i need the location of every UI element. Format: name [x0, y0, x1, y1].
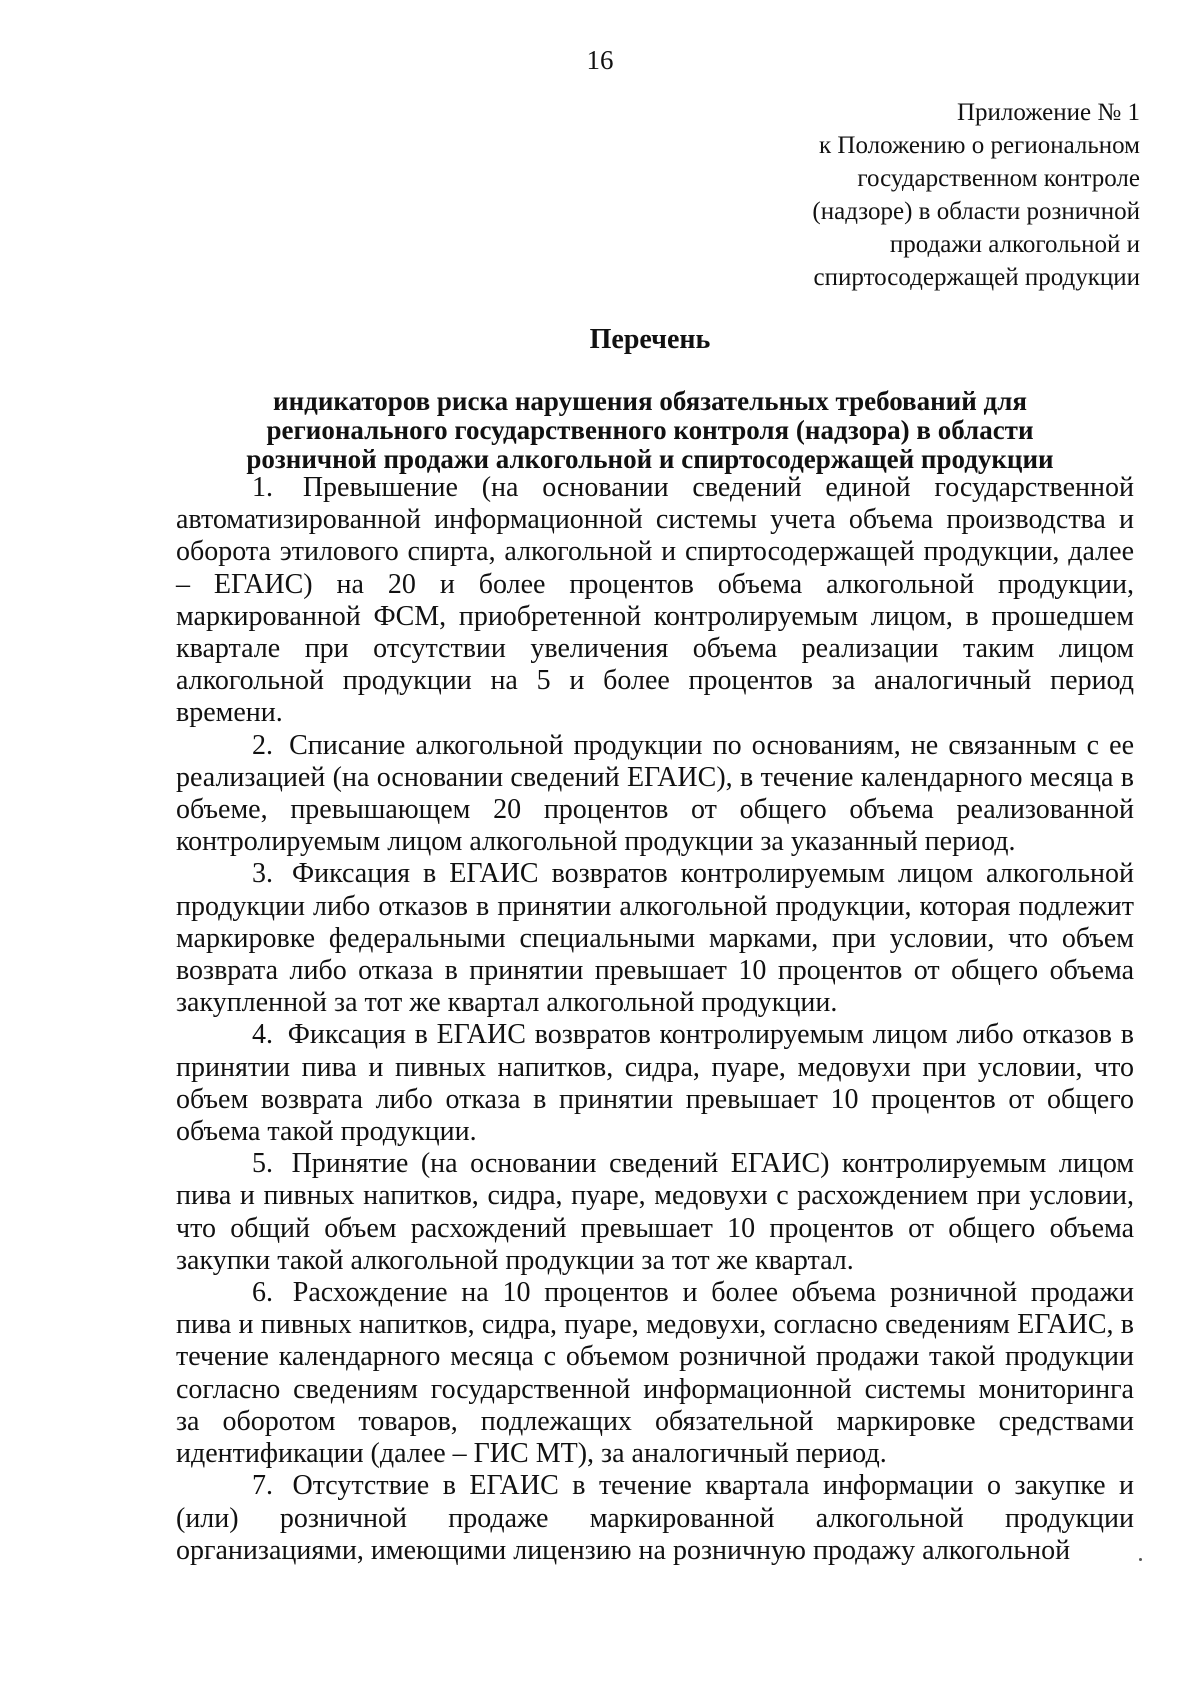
list-item [176, 1470, 1134, 1567]
item-text: Фиксация в ЕГАИС возвратов контролируемым лицом алкогольной продукции либо отказов в принятии алкогольной продукции, которая подлежит маркировке федеральными специальными марками, при условии, что объем возврата либо отказа в принятии превышает 10 процентов от общего объема закупленной за тот же квартал алкогольной продукции. [176, 858, 1135, 1019]
list-item [176, 472, 1134, 730]
document-title: Перечень [589, 324, 711, 355]
scan-speck [1139, 1558, 1142, 1561]
list-item [176, 1148, 1134, 1277]
appendix-note [720, 96, 1140, 294]
item-number: 3. [252, 858, 273, 890]
item-number: 1. [252, 472, 273, 503]
appendix-line: продажи алкогольной и [889, 231, 1140, 258]
item-number: 5. [252, 1148, 273, 1180]
item-text: Списание алкогольной продукции по основаниям, не связанным с ее реализацией (на основании сведений ЕГАИС), в течение календарного месяца в объеме, превышающем 20 процентов от общего объема реализованной контролируемым лицом алкогольной продукции за указанный период. [176, 729, 1134, 858]
document-subtitle [170, 387, 1130, 474]
indicator-list [176, 472, 1134, 1567]
item-text: Расхождение на 10 процентов и более объема розничной продажи пива и пивных напитков, сидра, пуаре, медовухи, согласно сведениям ЕГАИС, в течение календарного месяца с объемом розничной продажи такой продукции согласно сведениям государственной информационной системы мониторинга за оборотом товаров, подлежащих обязательной маркировке средствами идентификации (далее – ГИС МТ), за аналогичный период. [176, 1277, 1135, 1470]
item-number: 7. [252, 1470, 273, 1502]
item-number: 6. [252, 1277, 273, 1309]
appendix-line: (надзоре) в области розничной [812, 198, 1140, 225]
list-item [176, 1277, 1134, 1470]
appendix-line: спиртосодержащей продукции [813, 264, 1140, 291]
item-number: 2. [252, 729, 273, 761]
item-number: 4. [252, 1019, 273, 1051]
list-item [176, 1019, 1134, 1148]
subtitle-line: розничной продажи алкогольной и спиртосодержащей продукции [246, 444, 1054, 474]
appendix-line: государственном контроле [857, 165, 1140, 192]
page-number: 16 [586, 45, 614, 75]
item-text: Принятие (на основании сведений ЕГАИС) контролируемым лицом пива и пивных напитков, сидра, пуаре, медовухи с расхождением при условии, что общий объем расхождений превышает 10 процентов от общего объема закупки такой алкогольной продукции за тот же квартал. [176, 1148, 1135, 1276]
item-text: Отсутствие в ЕГАИС в течение квартала информации о закупке и (или) розничной продаже маркированной алкогольной продукции организациями, имеющими лицензию на розничную продажу алкогольной [176, 1470, 1134, 1566]
subtitle-line: регионального государственного контроля (надзора) в области [266, 415, 1034, 445]
appendix-line: Приложение № 1 [956, 99, 1140, 126]
appendix-line: к Положению о региональном [819, 132, 1140, 159]
item-text: Превышение (на основании сведений единой государственной автоматизированной информационной системы учета объема производства и оборота этилового спирта, алкогольной и спиртосодержащей продукции, далее – ЕГАИС) на 20 и более процентов объема алкогольной продукции, маркированной ФСМ, приобретенной контролируемым лицом, в прошедшем квартале при отсутствии увеличения объема реализации таким лицом алкогольной продукции на 5 и более процентов за аналогичный период времени. [176, 472, 1134, 729]
list-item [176, 858, 1134, 1019]
title-block [170, 323, 1130, 474]
subtitle-line: индикаторов риска нарушения обязательных требований для [273, 386, 1027, 416]
list-item [176, 730, 1134, 859]
item-text: Фиксация в ЕГАИС возвратов контролируемым лицом либо отказов в принятии пива и пивных напитков, сидра, пуаре, медовухи при условии, что объем возврата либо отказа в принятии превышает 10 процентов от общего объема такой продукции. [176, 1019, 1135, 1148]
